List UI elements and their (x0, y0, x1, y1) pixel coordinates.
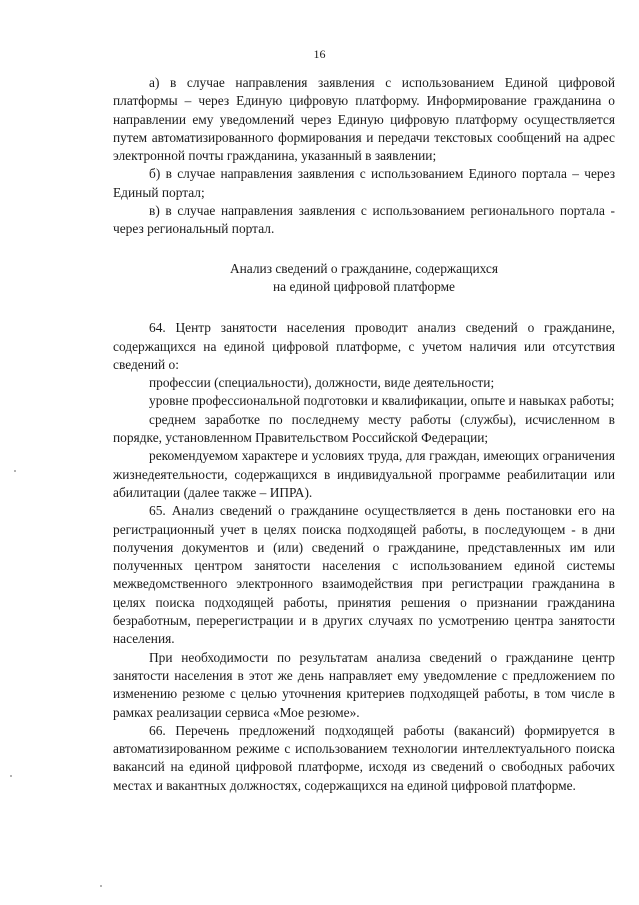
paragraph-a: а) в случае направления заявления с использованием Единой цифровой платформы – через Единую цифровую платформу. Информирование гражданина о направлении ему уведомлений через Единую цифровую платформу осуществляется путем автоматизированного формирования и передачи текстовых сообщений на адрес электронной почты гражданина, указанный в заявлении; (113, 75, 615, 164)
scan-speck (14, 470, 16, 472)
section-heading-line-2: на единой цифровой платформе (273, 278, 455, 294)
scan-speck (10, 775, 12, 777)
scan-speck (100, 885, 102, 887)
document-body (113, 74, 615, 795)
list-item-salary: среднем заработке по последнему месту работы (службы), исчисленном в порядке, установленном Правительством Российской Федерации; (113, 411, 615, 446)
section-heading (113, 260, 615, 297)
page-number: 16 (313, 47, 326, 61)
paragraph-65: 65. Анализ сведений о гражданине осуществляется в день постановки его на регистрационный учет в целях поиска подходящей работы, в последующем - в дни получения документов и (или) сведений о гражданине, представленных им или полученных центром занятости населения с использованием единой системы межведомственного электронного взаимодействия при регистрации гражданина в целях поиска подходящей работы, принятия решения о признании гражданина безработным, перерегистрации и в других случаях по усмотрению центра занятости населения. (113, 503, 615, 647)
list-item-work-conditions: рекомендуемом характере и условиях труда, для граждан, имеющих ограничения жизнедеятельности, содержащихся в индивидуальной программе реабилитации или абилитации (далее также – ИПРА). (113, 448, 615, 500)
paragraph-65-continued: При необходимости по результатам анализа сведений о гражданине центр занятости населения в этот же день направляет ему уведомление с предложением по изменению резюме с целью уточнения критериев подходящей работы, в том числе в рамках реализации сервиса «Мое резюме». (113, 649, 615, 720)
paragraph-64: 64. Центр занятости населения проводит анализ сведений о гражданине, содержащихся на единой цифровой платформе, с учетом наличия или отсутствия сведений о: (113, 320, 615, 372)
list-item-qualification: уровне профессиональной подготовки и квалификации, опыте и навыках работы; (149, 393, 615, 409)
paragraph-c: в) в случае направления заявления с использованием регионального портала - через региональный портал. (113, 203, 615, 237)
paragraph-66: 66. Перечень предложений подходящей работы (вакансий) формируется в автоматизированном режиме с использованием технологии интеллектуального поиска вакансий на единой цифровой платформе, исходя из сведений о свободных рабочих местах и вакантных должностях, содержащихся на единой цифровой платформе. (113, 722, 615, 793)
section-heading-line-1: Анализ сведений о гражданине, содержащихся (229, 260, 499, 276)
paragraph-b: б) в случае направления заявления с использованием Единого портала – через Единый портал; (113, 166, 615, 200)
list-item-profession: профессии (специальности), должности, виде деятельности; (149, 375, 495, 391)
